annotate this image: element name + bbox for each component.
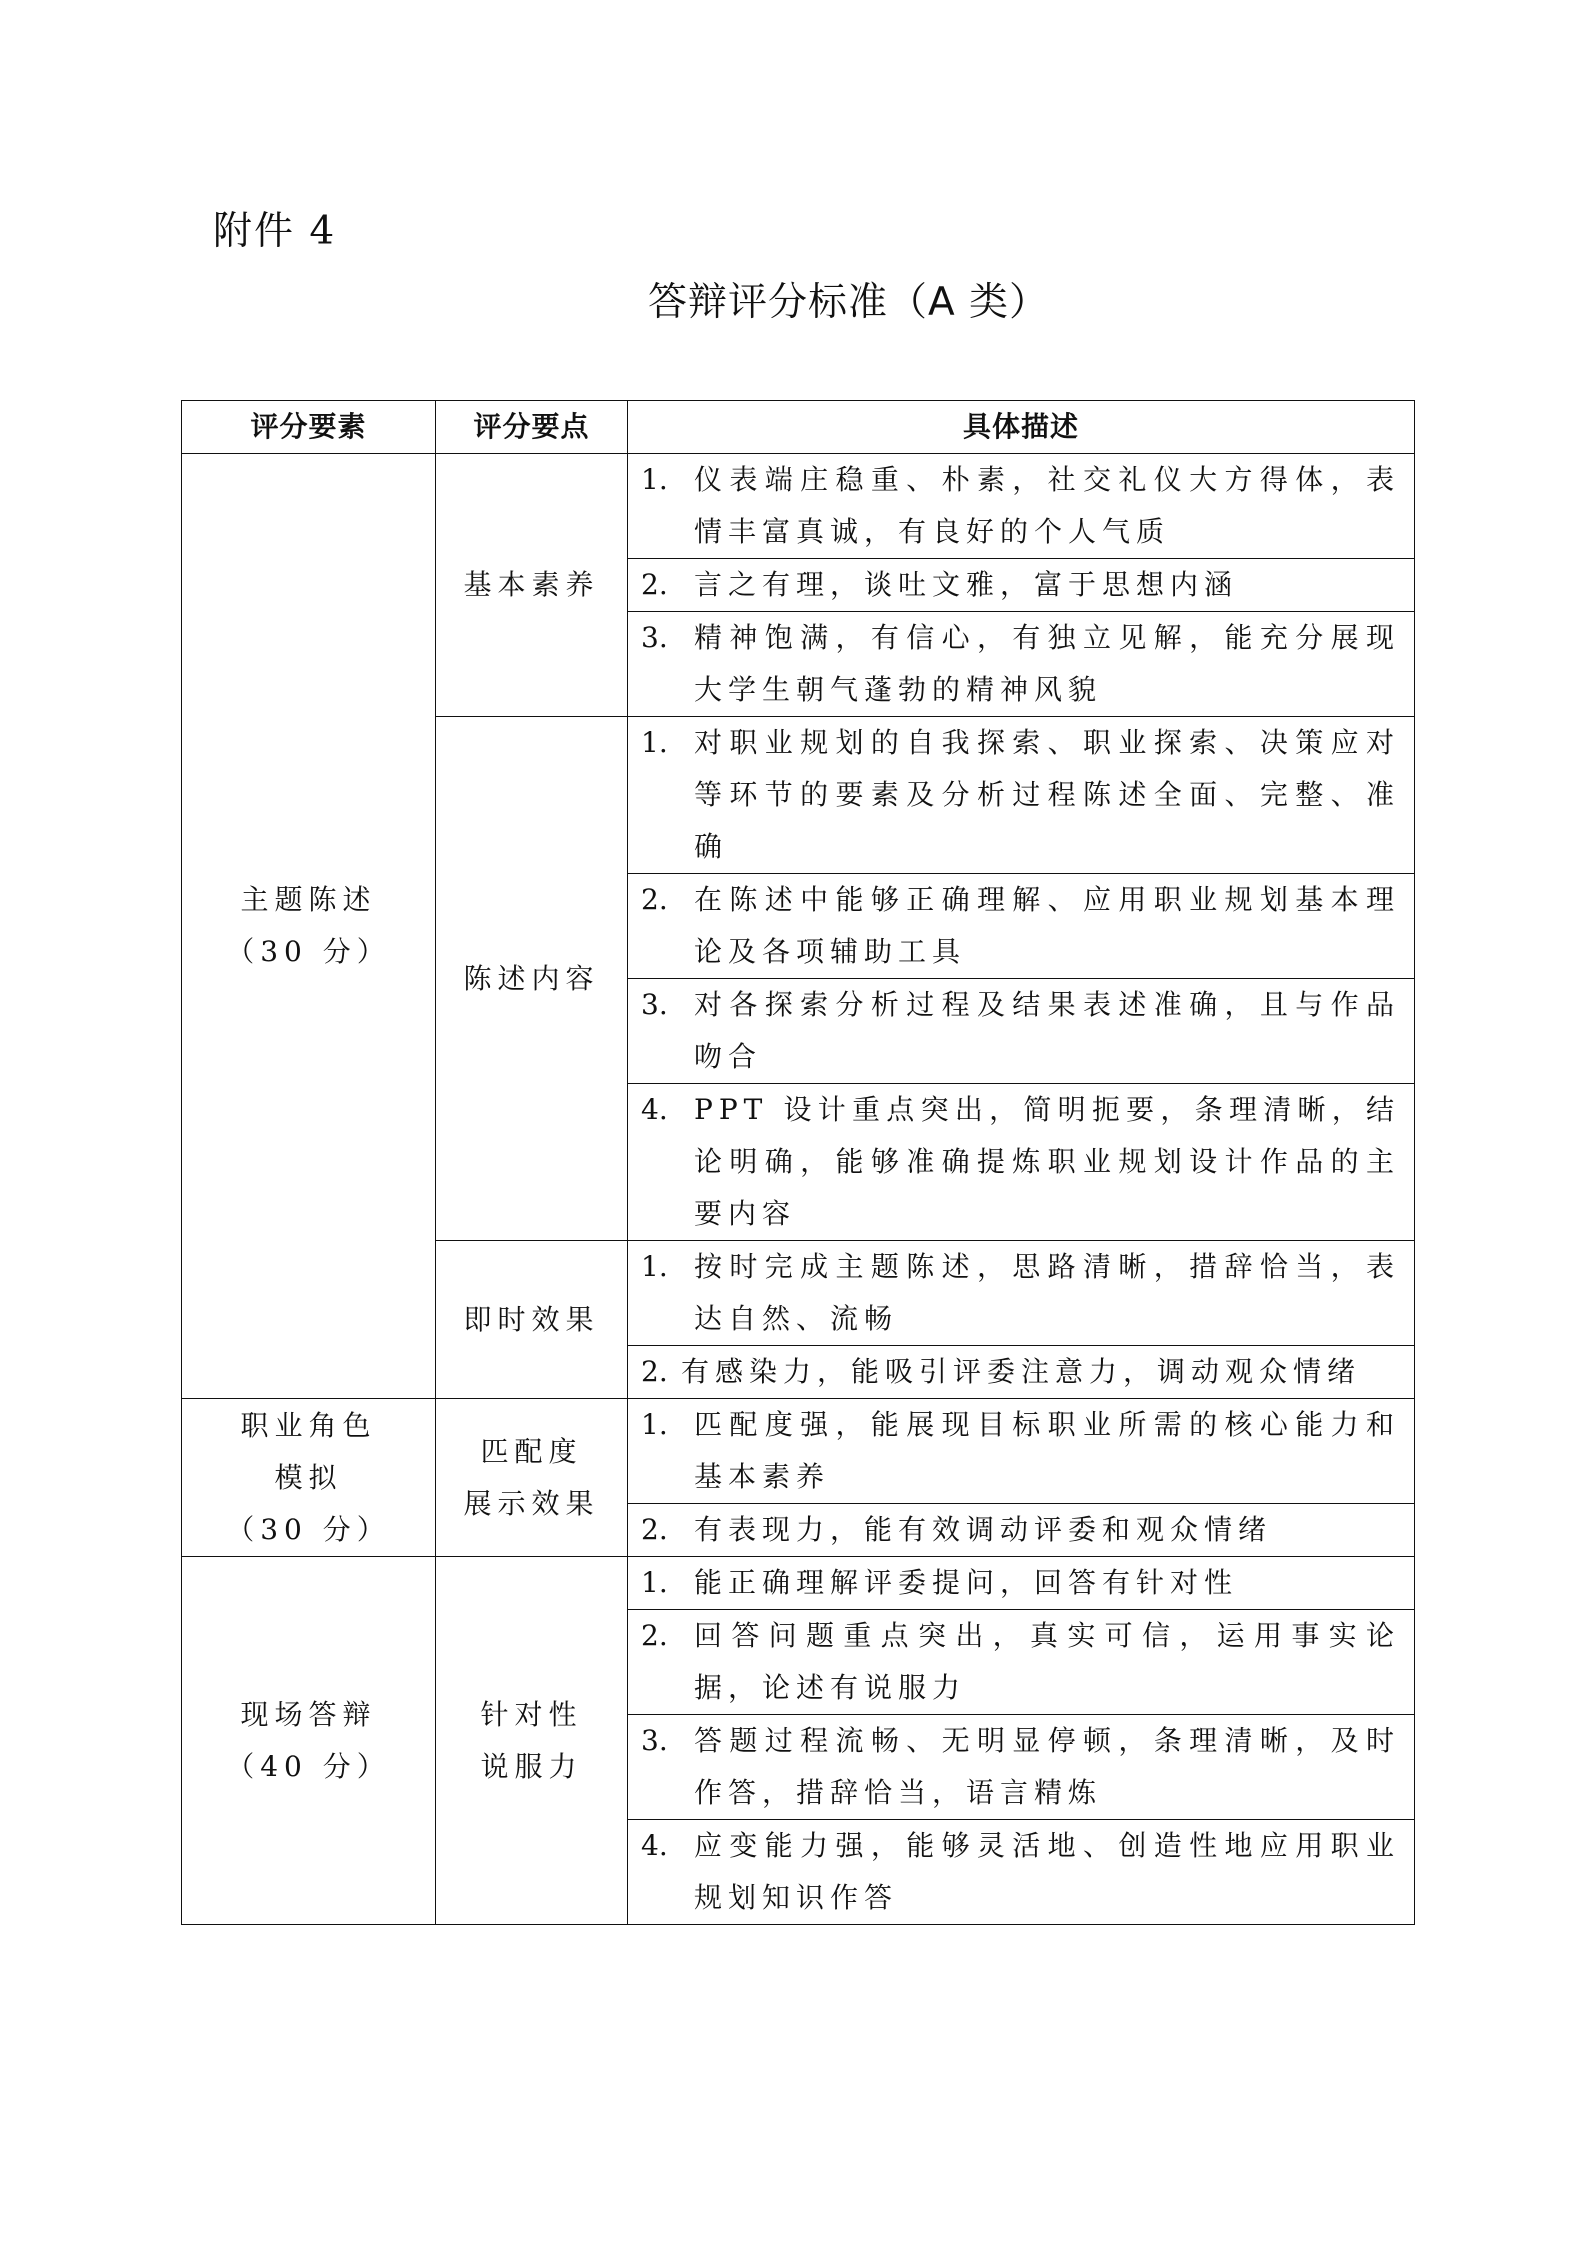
description-cell: 1. 匹配度强，能展现目标职业所需的核心能力和基本素养 [628,1399,1415,1504]
scoring-point-cell: 匹配度 展示效果 [436,1399,628,1557]
description-cell: 1. 仪表端庄稳重、朴素，社交礼仪大方得体，表情丰富真诚，有良好的个人气质 [628,454,1415,559]
description-cell: 3. 答题过程流畅、无明显停顿，条理清晰，及时作答，措辞恰当，语言精炼 [628,1715,1415,1820]
description-cell: 1. 对职业规划的自我探索、职业探索、决策应对等环节的要素及分析过程陈述全面、完整、准确 [628,717,1415,874]
description-cell: 2. 回答问题重点突出，真实可信，运用事实论据，论述有说服力 [628,1610,1415,1715]
description-cell: 2. 有感染力，能吸引评委注意力，调动观众情绪 [628,1346,1415,1399]
description-cell: 2. 在陈述中能够正确理解、应用职业规划基本理论及各项辅助工具 [628,874,1415,979]
description-cell: 4. PPT 设计重点突出，简明扼要，条理清晰，结论明确，能够准确提炼职业规划设计作品的主要内容 [628,1084,1415,1241]
table-row [182,1557,1415,1610]
header-description: 具体描述 [628,401,1415,454]
description-cell: 1. 按时完成主题陈述，思路清晰，措辞恰当，表达自然、流畅 [628,1241,1415,1346]
table-header-row [182,401,1415,454]
description-cell: 3. 精神饱满，有信心，有独立见解，能充分展现大学生朝气蓬勃的精神风貌 [628,612,1415,717]
description-cell: 4. 应变能力强，能够灵活地、创造性地应用职业规划知识作答 [628,1820,1415,1925]
table-row [182,454,1415,559]
attachment-label: 附件 4 [213,209,337,254]
scoring-element-cell: 现场答辩 （40 分） [182,1557,436,1925]
description-cell: 2. 言之有理，谈吐文雅，富于思想内涵 [628,559,1415,612]
document-title: 答辩评分标准（A 类） [647,280,1050,325]
description-cell: 2. 有表现力，能有效调动评委和观众情绪 [628,1504,1415,1557]
scoring-point-cell: 针对性 说服力 [436,1557,628,1925]
header-scoring-element: 评分要素 [182,401,436,454]
description-cell: 3. 对各探索分析过程及结果表述准确，且与作品吻合 [628,979,1415,1084]
scoring-element-cell: 职业角色 模拟 （30 分） [182,1399,436,1557]
scoring-table [181,400,1415,1925]
scoring-point-cell: 基本素养 [436,454,628,717]
scoring-element-cell: 主题陈述 （30 分） [182,454,436,1399]
description-cell: 1. 能正确理解评委提问，回答有针对性 [628,1557,1415,1610]
header-scoring-point: 评分要点 [436,401,628,454]
scoring-point-cell: 陈述内容 [436,717,628,1241]
table-row [182,1399,1415,1504]
scoring-point-cell: 即时效果 [436,1241,628,1399]
